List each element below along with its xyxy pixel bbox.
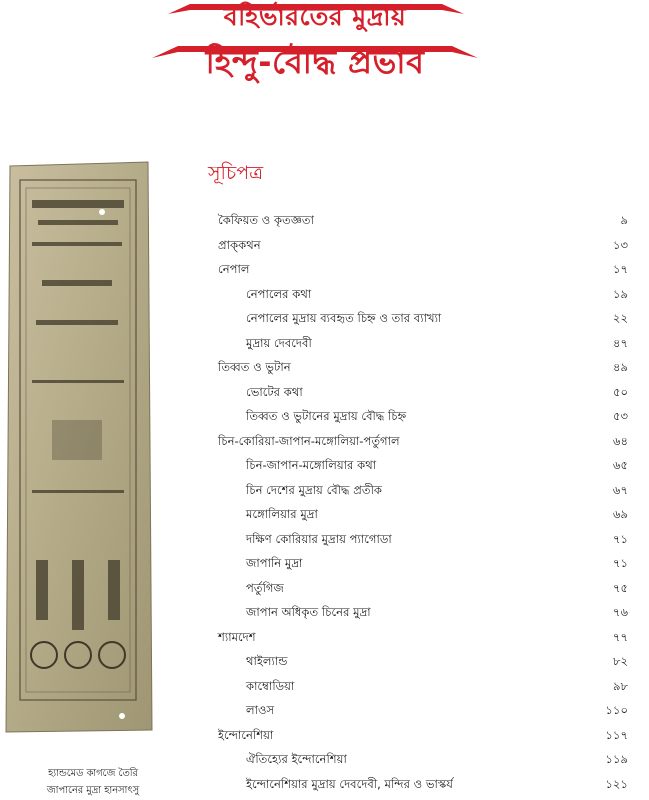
toc-entry-page: ৭১ bbox=[612, 531, 628, 546]
toc-subentry bbox=[218, 502, 628, 527]
toc-subentry bbox=[218, 772, 628, 797]
toc-entry-label: পর্তুগিজ bbox=[246, 580, 284, 595]
book-title bbox=[150, 0, 480, 92]
toc-entry-page: ১৭ bbox=[612, 262, 628, 276]
toc-entry-page: ৭১ bbox=[612, 556, 628, 570]
toc-entry-page: ৬৫ bbox=[612, 458, 628, 472]
photo-caption bbox=[18, 765, 168, 799]
toc-entry bbox=[218, 429, 628, 454]
toc-entry-label: দক্ষিণ কোরিয়ার মুদ্রায় প্যাগোডা bbox=[246, 531, 392, 546]
toc-entry-page: ৯৮ bbox=[612, 678, 628, 693]
toc-entry-page: ৭৫ bbox=[612, 580, 628, 595]
toc-entry-page: ৪৯ bbox=[612, 360, 628, 374]
toc-subentry bbox=[218, 600, 628, 625]
toc-entry-page: ১২১ bbox=[605, 776, 628, 791]
toc-subentry bbox=[218, 527, 628, 552]
toc-subentry bbox=[218, 404, 628, 429]
toc-entry-label: নেপালের কথা bbox=[246, 286, 312, 301]
toc-heading: সূচিপত্র bbox=[208, 162, 264, 184]
toc-entry-label: ভোটের কথা bbox=[246, 384, 303, 399]
toc-entry-label: চিন-জাপান-মঙ্গোলিয়ার কথা bbox=[246, 458, 377, 472]
toc-entry-label: চিন-কোরিয়া-জাপান-মঙ্গোলিয়া-পর্তুগাল bbox=[218, 433, 400, 448]
toc-entry-label: নেপালের মুদ্রায় ব্যবহৃত চিহ্ন ও তার ব্যাখ্যা bbox=[246, 311, 442, 325]
toc-subentry bbox=[218, 674, 628, 699]
toc-entry-page: ১৯ bbox=[612, 286, 628, 301]
toc-entry bbox=[218, 233, 628, 258]
toc-subentry bbox=[218, 306, 628, 331]
toc-entry-label: জাপান অধিকৃত চিনের মুদ্রা bbox=[246, 605, 371, 619]
toc-entry bbox=[218, 208, 628, 233]
toc-entry-label: লাওস bbox=[246, 703, 275, 717]
toc-entry-label: থাইল্যান্ড bbox=[246, 654, 288, 668]
toc-entry-page: ৯ bbox=[620, 213, 628, 227]
toc-entry-label: ঐতিহ্যের ইন্দোনেশিয়া bbox=[246, 752, 347, 766]
toc-entry-label: ইন্দোনেশিয়া bbox=[218, 727, 274, 742]
toc-entry-page: ১১৭ bbox=[605, 727, 628, 742]
toc-entry-label: তিব্বত ও ভুটানের মুদ্রায় বৌদ্ধ চিহ্ন bbox=[246, 409, 407, 423]
toc-subentry bbox=[218, 453, 628, 478]
caption-line-2: জাপানের মুদ্রা হানসাৎসু bbox=[46, 785, 140, 796]
toc-subentry bbox=[218, 698, 628, 723]
toc-entry-label: শ্যামদেশ bbox=[218, 629, 256, 644]
toc-entry-page: ১১০ bbox=[605, 703, 628, 717]
toc-entry-label: কাম্বোডিয়া bbox=[246, 678, 295, 693]
toc-entry-page: ৪৭ bbox=[612, 335, 628, 350]
toc-subentry bbox=[218, 380, 628, 405]
toc-entry-page: ১১৯ bbox=[605, 752, 628, 766]
toc-subentry bbox=[218, 576, 628, 601]
toc-subentry bbox=[218, 649, 628, 674]
toc-subentry bbox=[218, 331, 628, 356]
title-line-2: হিন্দু-বৌদ্ধ প্রভাব bbox=[205, 43, 425, 81]
toc-entry-label: নেপাল bbox=[218, 262, 250, 276]
toc-subentry bbox=[218, 478, 628, 503]
banknote-photo bbox=[2, 160, 154, 734]
table-of-contents bbox=[218, 208, 628, 796]
toc-subentry bbox=[218, 551, 628, 576]
toc-entry-page: ৭৬ bbox=[612, 605, 628, 619]
toc-entry-page: ৬৭ bbox=[612, 482, 628, 497]
toc-entry-label: মুদ্রায় দেবদেবী bbox=[246, 335, 312, 350]
toc-entry-page: ৮২ bbox=[612, 654, 628, 668]
title-line-1: বহির্ভারতের মুদ্রায় bbox=[223, 2, 407, 31]
toc-entry-page: ১৩ bbox=[612, 237, 628, 252]
toc-entry-label: ইন্দোনেশিয়ার মুদ্রায় দেবদেবী, মন্দির ও ভাস্কর্য bbox=[246, 776, 453, 791]
toc-entry-page: ৫০ bbox=[612, 384, 628, 399]
toc-entry bbox=[218, 723, 628, 748]
toc-entry-page: ৬৪ bbox=[612, 433, 628, 448]
toc-entry bbox=[218, 355, 628, 380]
toc-subentry bbox=[218, 747, 628, 772]
toc-entry-label: মঙ্গোলিয়ার মুদ্রা bbox=[246, 507, 318, 521]
toc-entry bbox=[218, 625, 628, 650]
toc-entry-label: তিব্বত ও ভুটান bbox=[218, 360, 291, 374]
toc-entry-label: প্রাক্‌কথন bbox=[218, 237, 261, 252]
toc-entry-label: কৈফিয়ত ও কৃতজ্ঞতা bbox=[218, 213, 314, 227]
toc-entry-label: চিন দেশের মুদ্রায় বৌদ্ধ প্রতীক bbox=[246, 482, 383, 497]
toc-entry-page: ৫৩ bbox=[612, 409, 628, 423]
toc-entry-page: ৬৯ bbox=[612, 507, 628, 521]
toc-entry-page: ৭৭ bbox=[612, 629, 628, 644]
caption-line-1: হ্যান্ডমেড কাগজে তৈরি bbox=[48, 768, 138, 779]
toc-subentry bbox=[218, 282, 628, 307]
toc-entry bbox=[218, 257, 628, 282]
toc-entry-label: জাপানি মুদ্রা bbox=[246, 556, 303, 570]
toc-entry-page: ২২ bbox=[612, 311, 628, 325]
